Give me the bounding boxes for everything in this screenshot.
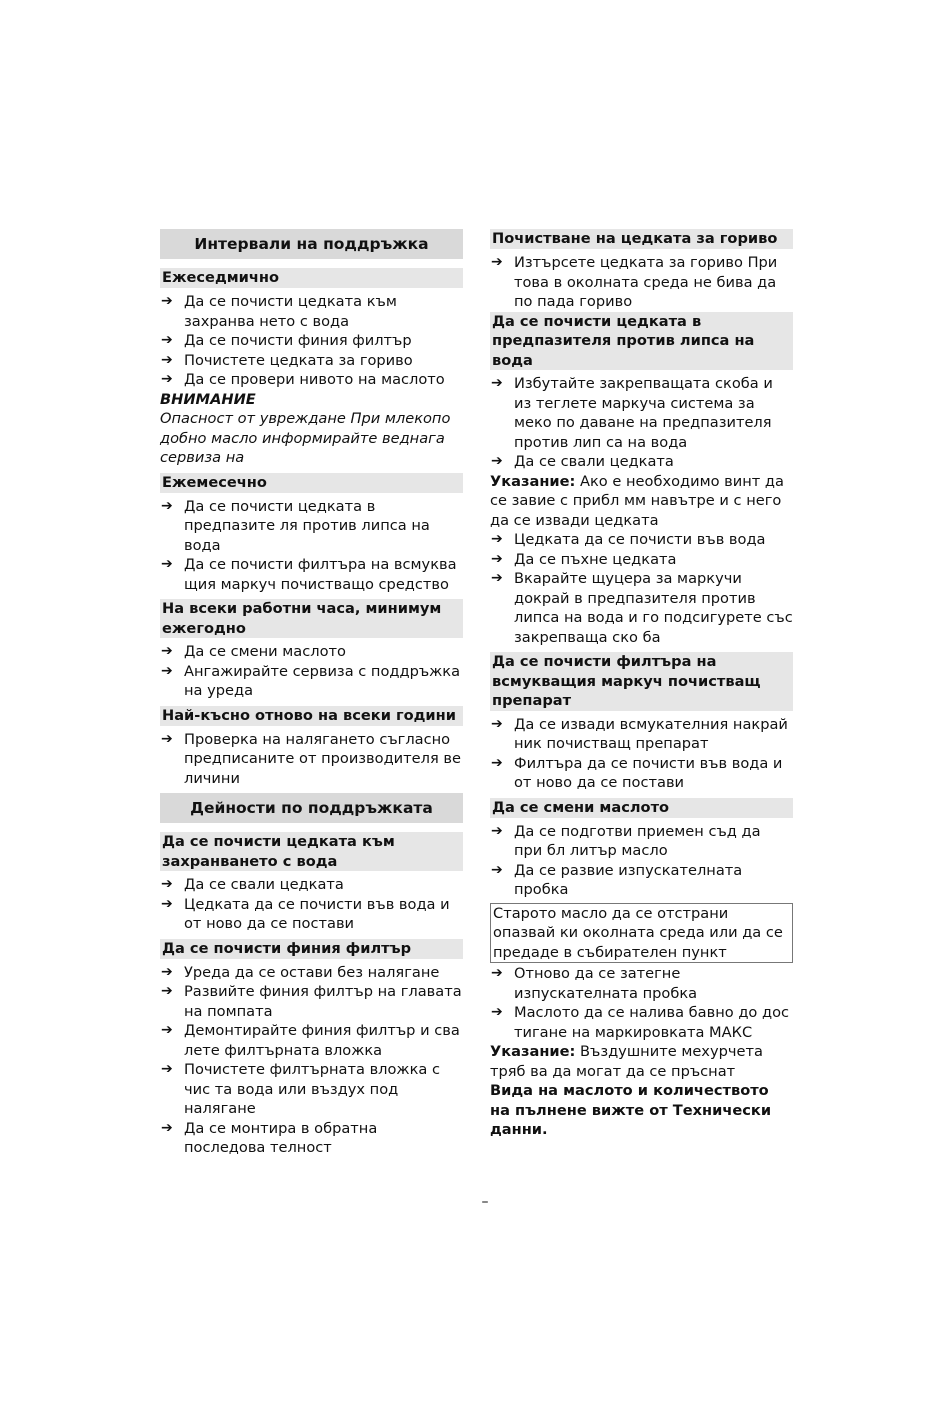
list-item: ➔ Цедката да се почисти във вода (491, 531, 766, 548)
arrow-right-icon: ➔ (491, 570, 503, 586)
oil-type-reference: Вида на маслото и количеството на пълнене вижте от Технически данни. (490, 1082, 772, 1138)
page-number: – (481, 1194, 489, 1210)
arrow-right-icon: ➔ (491, 965, 503, 981)
water-protection-note (490, 472, 793, 531)
arrow-right-icon: ➔ (161, 1119, 173, 1136)
oil-change-list-a (490, 822, 793, 900)
list-item: ➔ Да се смени маслото (161, 643, 346, 660)
list-item: ➔ Да се провери нивото на маслото (161, 371, 445, 388)
list-item: ➔ Демонтирайте финия филтър и сва лете филтърната вложка (161, 1022, 460, 1059)
list-item: ➔ Цедката да се почисти във вода и от ново да се постави (161, 895, 450, 932)
list-item: ➔ Маслото да се налива бавно до дос тигане на маркировката МАКС (491, 1004, 790, 1041)
water-strainer-heading: Да се почисти цедката към захранването с вода (160, 832, 463, 871)
arrow-right-icon: ➔ (491, 754, 503, 771)
note-label: Указание: (490, 1043, 576, 1060)
arrow-right-icon: ➔ (161, 351, 173, 368)
weekly-list (160, 292, 463, 390)
list-item: ➔ Да се монтира в обратна последова телност (161, 1119, 378, 1156)
arrow-right-icon: ➔ (161, 963, 173, 980)
years-list (160, 730, 463, 789)
hours-list (160, 642, 463, 701)
monthly-list (160, 497, 463, 595)
environment-notice-box: Старото масло да се отстрани опазвай ки околната среда или да се предаде в събирателен пункт (490, 903, 793, 964)
water-protection-list-a (490, 374, 793, 472)
note-text: Въздушните мехурчета тряб ва да могат да се пръснат (490, 1043, 763, 1080)
arrow-right-icon: ➔ (161, 876, 173, 892)
oil-change-heading: Да се смени маслото (490, 798, 793, 818)
suction-filter-list (490, 715, 793, 793)
arrow-right-icon: ➔ (491, 375, 503, 391)
arrow-right-icon: ➔ (161, 332, 173, 348)
maintenance-activities-title: Дейности по поддръжката (160, 793, 463, 823)
suction-filter-heading: Да се почисти филтъра на всмукващия маркуч почистващ препарат (490, 652, 793, 711)
list-item: ➔ Да се почисти финия филтър (161, 332, 412, 349)
oil-change-list-b (490, 964, 793, 1042)
arrow-right-icon: ➔ (161, 730, 173, 747)
arrow-right-icon: ➔ (161, 643, 173, 659)
hours-heading: На всеки работни часа, минимум ежегодно (160, 599, 463, 638)
list-item: ➔ Проверка на налягането съгласно предписаните от производителя ве личини (161, 730, 461, 787)
arrow-right-icon: ➔ (161, 983, 173, 999)
list-item: ➔ Да се пъхне цедката (491, 550, 677, 568)
arrow-right-icon: ➔ (161, 556, 173, 572)
list-item: ➔ Развийте финия филтър на главата на помпата (161, 983, 462, 1020)
water-strainer-list (160, 875, 463, 934)
left-column (160, 229, 463, 1158)
list-item: ➔ Да се почисти цедката към захранва нето с вода (161, 293, 397, 330)
list-item: ➔ Вкарайте щуцера за маркучи докрай в предпазителя против липса на вода и го подсигурете със закрепваща ско ба (491, 570, 793, 646)
arrow-right-icon: ➔ (161, 662, 173, 679)
oil-change-note (490, 1042, 793, 1081)
list-item: ➔ Да се почисти филтъра на всмуква щия маркуч почистващо средство (161, 556, 457, 593)
list-item: ➔ Отново да се затегне изпускателната пробка (491, 965, 698, 1002)
list-item: ➔ Почистете цедката за гориво (161, 351, 413, 369)
right-column (490, 229, 793, 1140)
water-protection-list-b (490, 530, 793, 647)
list-item: ➔ Изтърсете цедката за гориво При това в околната среда не бива да по пада гориво (491, 254, 778, 310)
water-protection-heading: Да се почисти цедката в предпазителя против липса на вода (490, 312, 793, 371)
arrow-right-icon: ➔ (491, 861, 503, 878)
list-item: ➔ Да се почисти цедката в предпазите ля против липса на вода (161, 497, 430, 554)
weekly-heading: Ежеседмично (160, 268, 463, 288)
years-heading: Най-късно отново на всеки години (160, 706, 463, 726)
list-item: ➔ Да се свали цедката (161, 876, 344, 893)
arrow-right-icon: ➔ (491, 531, 503, 547)
list-item: ➔ Уреда да се остави без налягане (161, 963, 440, 981)
list-item: ➔ Да се подготви приемен съд да при бл литър масло (491, 822, 761, 859)
note-text: Ако е необходимо винт да се завие с прибл мм навътре и с него да се извади цедката (490, 472, 784, 529)
fine-filter-list (160, 963, 463, 1158)
list-item: ➔ Да се развие изпускателната пробка (491, 861, 743, 898)
arrow-right-icon: ➔ (491, 822, 503, 839)
arrow-right-icon: ➔ (161, 497, 173, 514)
arrow-right-icon: ➔ (161, 895, 173, 912)
arrow-right-icon: ➔ (491, 254, 503, 270)
arrow-right-icon: ➔ (491, 550, 503, 567)
list-item: ➔ Почистете филтърната вложка с чис та вода или въздух под налягане (161, 1061, 440, 1117)
arrow-right-icon: ➔ (491, 1004, 503, 1020)
arrow-right-icon: ➔ (161, 1061, 173, 1077)
list-item: ➔ Да се извади всмукателния накрай ник почистващ препарат (491, 715, 788, 752)
arrow-right-icon: ➔ (161, 293, 173, 309)
list-item: ➔ Избутайте закрепващата скоба и из теглете маркуча система за меко по даване на предпазителя против лип са на вода (491, 375, 773, 451)
fine-filter-heading: Да се почисти финия филтър (160, 939, 463, 959)
arrow-right-icon: ➔ (161, 371, 173, 387)
list-item: ➔ Да се свали цедката (491, 453, 674, 470)
list-item: ➔ Филтъра да се почисти във вода и от ново да се постави (491, 754, 783, 791)
arrow-right-icon: ➔ (491, 715, 503, 732)
fuel-strainer-heading: Почистване на цедката за гориво (490, 229, 793, 249)
list-item: ➔ Ангажирайте сервиза с поддръжка на уреда (161, 662, 461, 699)
fuel-strainer-list (490, 253, 793, 312)
warning-title: ВНИМАНИЕ (160, 390, 256, 408)
monthly-heading: Ежемесечно (160, 473, 463, 493)
arrow-right-icon: ➔ (161, 1022, 173, 1038)
maintenance-intervals-title: Интервали на поддръжка (160, 229, 463, 259)
warning-text: Опасност от увреждане При млекопо добно масло информирайте веднага сервиза на (160, 410, 451, 466)
note-label: Указание: (490, 472, 576, 490)
arrow-right-icon: ➔ (491, 453, 503, 469)
